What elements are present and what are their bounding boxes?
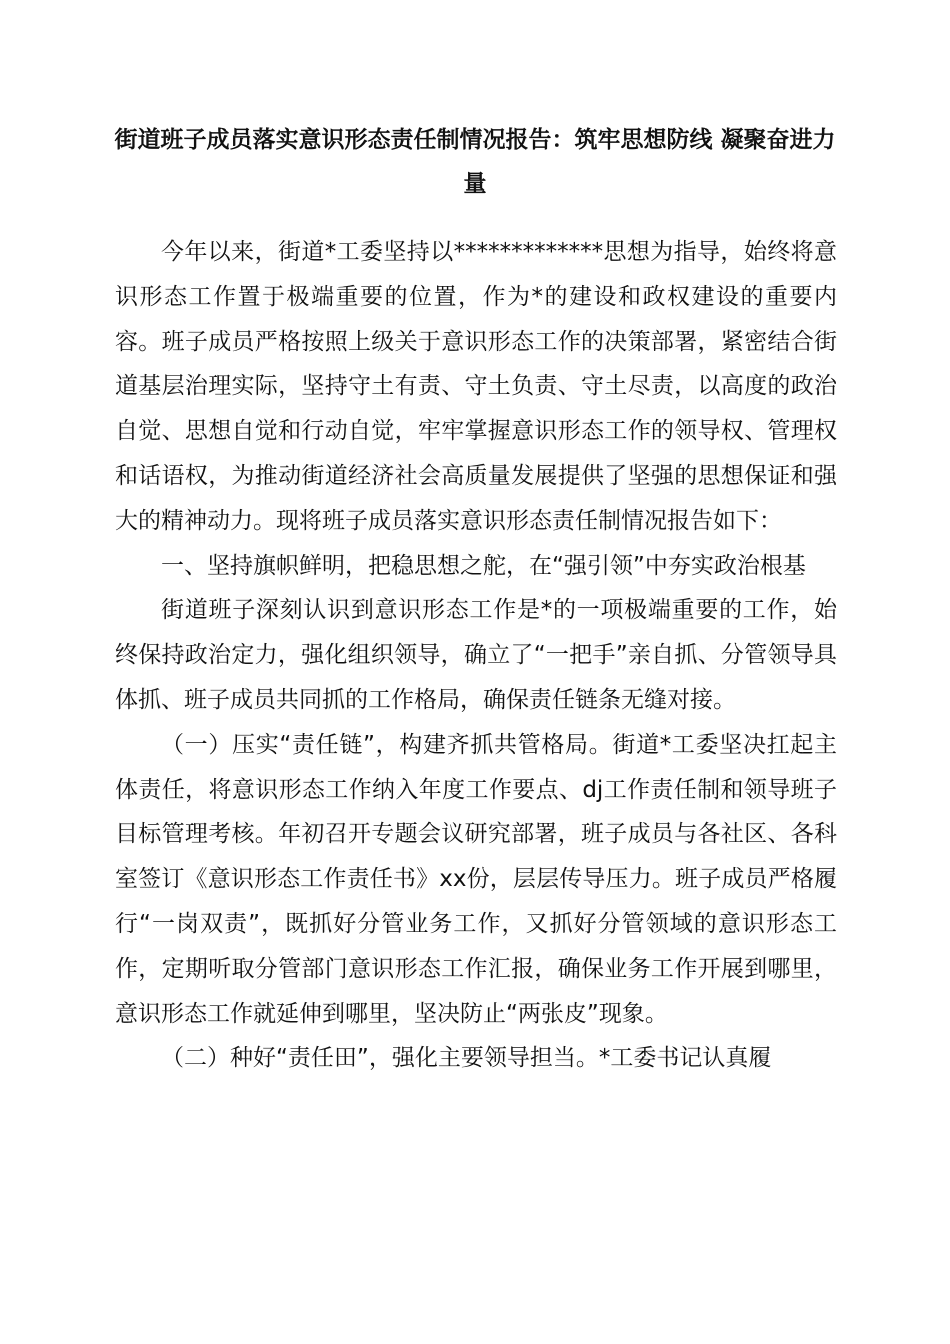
paragraph-subsection-2: （二）种好“责任田”，强化主要领导担当。*工委书记认真履	[161, 1045, 772, 1072]
section-heading-1: 一、坚持旗帜鲜明，把稳思想之舵，在“强引领”中夯实政治根基	[161, 552, 806, 579]
paragraph-section-1: 街道班子深刻认识到意识形态工作是*的一项极端重要的工作，始终保持政治定力，强化组织领导，确立了“一把手”亲自抓、分管领导具体抓、班子成员共同抓的工作格局，确保责任链条无缝对接。	[115, 597, 837, 713]
paragraph-intro: 今年以来，街道*工委坚持以*************思想为指导，始终将意识形态工作置于极端重要的位置，作为*的建设和政权建设的重要内容。班子成员严格按照上级关于意识形态工作的决策部署，紧密结合街道基层治理实际，坚持守土有责、守土负责、守土尽责，以高度的政治自觉、思想自觉和行动自觉，牢牢掌握意识形态工作的领导权、管理权和话语权，为推动街道经济社会高质量发展提供了坚强的思想保证和强大的精神动力。现将班子成员落实意识形态责任制情况报告如下：	[115, 239, 837, 534]
document-title: 街道班子成员落实意识形态责任制情况报告：筑牢思想防线 凝聚奋进力量	[114, 127, 836, 197]
document-body	[115, 230, 837, 1081]
paragraph-subsection-1: （一）压实“责任链”，构建齐抓共管格局。街道*工委坚决扛起主体责任，将意识形态工作纳入年度工作要点、dj工作责任制和领导班子目标管理考核。年初召开专题会议研究部署，班子成员与各社区、各科室签订《意识形态工作责任书》xx份，层层传导压力。班子成员严格履行“一岗双责”，既抓好分管业务工作，又抓好分管领域的意识形态工作，定期听取分管部门意识形态工作汇报，确保业务工作开展到哪里，意识形态工作就延伸到哪里，坚决防止“两张皮”现象。	[115, 731, 837, 1027]
